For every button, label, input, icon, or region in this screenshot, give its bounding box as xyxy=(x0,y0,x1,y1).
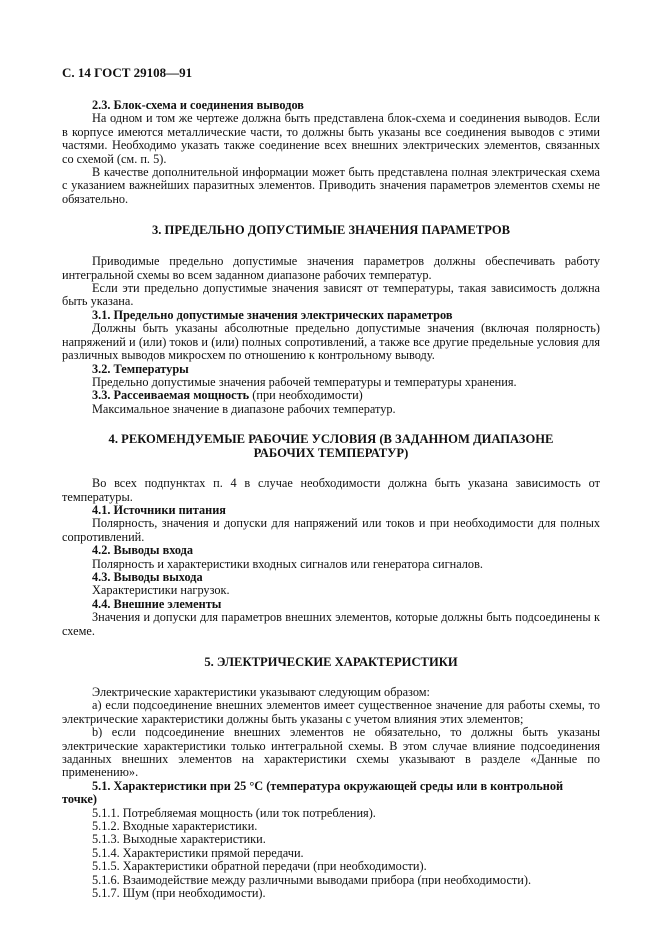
section-2-3-paragraph-2: В качестве дополнительной информации может быть представлена полная электрическая схема с указанием важнейших паразитных элементов. Приводить значения параметров элементов схемы не обязательно. xyxy=(62,165,600,206)
section-3-3-title-text: 3.3. Рассеиваемая мощность xyxy=(92,388,250,403)
section-4-2-text: Полярность и характеристики входных сигналов или генератора сигналов. xyxy=(92,556,483,571)
section-4-1-title: 4.1. Источники питания xyxy=(92,502,226,517)
section-3-1-text: Должны быть указаны абсолютные предельно допустимые значения (включая полярность) напряжений и (или) токов и (или) полных сопротивлений, а также все другие предельные условия для различных выводов микросхем по отношению к контрольному выводу. xyxy=(62,321,600,363)
section-4-3-text: Характеристики нагрузок. xyxy=(92,583,230,598)
section-3-3-title xyxy=(62,389,600,402)
page-content xyxy=(62,99,600,901)
section-3-2-title: 3.2. Температуры xyxy=(92,361,189,376)
section-3-1-title: 3.1. Предельно допустимые значения электрических параметров xyxy=(92,307,453,322)
section-2-3-title: 2.3. Блок-схема и соединения выводов xyxy=(92,98,304,112)
section-4-2-title: 4.2. Выводы входа xyxy=(92,543,194,558)
section-3-paragraph-2: Если эти предельно допустимые значения зависят от температуры, такая зависимость должна быть указана. xyxy=(62,281,600,309)
section-4-heading-line-1: 4. РЕКОМЕНДУЕМЫЕ РАБОЧИЕ УСЛОВИЯ (В ЗАДАННОМ ДИАПАЗОНЕ xyxy=(108,432,554,447)
section-5-heading: 5. ЭЛЕКТРИЧЕСКИЕ ХАРАКТЕРИСТИКИ xyxy=(204,655,458,669)
section-5-item-a: а) если подсоединение внешних элементов имеет существенное значение для работы схемы, то электрические характеристики должны быть указаны с учетом влияния этих элементов; xyxy=(62,698,600,726)
section-5-item-b: b) если подсоединение внешних элементов не обязательно, то должны быть указаны электрические характеристики только интегральной схемы. В этом случае влияние подсоединения заданных внешних элементов на характеристики схемы указывают в разделе «Данные по применению». xyxy=(62,725,600,780)
section-4-paragraph-1: Во всех подпунктах п. 4 в случае необходимости должна быть указана зависимость от температуры. xyxy=(62,476,600,504)
section-5-1-4: 5.1.4. Характеристики прямой передачи. xyxy=(92,845,304,860)
section-5-1-title: 5.1. Характеристики при 25 °С (температура окружающей среды или в контрольной точке) xyxy=(62,778,564,807)
section-5-1-7: 5.1.7. Шум (при необходимости). xyxy=(92,886,266,901)
section-3-2-text: Предельно допустимые значения рабочей температуры и температуры хранения. xyxy=(92,374,517,389)
section-3-3-note: (при необходимости) xyxy=(252,388,363,403)
section-3-heading: 3. ПРЕДЕЛЬНО ДОПУСТИМЫЕ ЗНАЧЕНИЯ ПАРАМЕТРОВ xyxy=(151,223,511,238)
section-5-1-3: 5.1.3. Выходные характеристики. xyxy=(92,832,266,847)
section-5-1-1: 5.1.1. Потребляемая мощность (или ток потребления). xyxy=(92,805,376,820)
section-5-1-6: 5.1.6. Взаимодействие между различными выводами прибора (при необходимости). xyxy=(92,872,532,887)
section-4-heading xyxy=(62,432,600,460)
section-4-heading-line-2: РАБОЧИХ ТЕМПЕРАТУР) xyxy=(253,446,409,461)
section-2-3-paragraph-1: На одном и том же чертеже должна быть представлена блок-схема и соединения выводов. Если в корпусе имеются металлические части, то должны быть указаны все соединения выводов с этими частями. Необходимо указать также соединение всех внешних электрических элементов, связанных со схемой (см. п. 5). xyxy=(62,111,600,166)
section-4-3-title: 4.3. Выводы выхода xyxy=(92,569,203,584)
section-3-paragraph-1: Приводимые предельно допустимые значения параметров должны обеспечивать работу интегральной схемы во всем заданном диапазоне рабочих температур. xyxy=(62,254,600,282)
page-header: С. 14 ГОСТ 29108—91 xyxy=(62,65,193,80)
section-4-4-text: Значения и допуски для параметров внешних элементов, которые должны быть подсоединены к схеме. xyxy=(62,610,600,638)
section-5-paragraph-1: Электрические характеристики указывают следующим образом: xyxy=(92,685,430,699)
section-4-4-title: 4.4. Внешние элементы xyxy=(92,596,222,611)
section-5-1-2: 5.1.2. Входные характеристики. xyxy=(92,819,258,834)
section-3-3-text: Максимальное значение в диапазоне рабочих температур. xyxy=(92,401,396,416)
section-4-1-text: Полярность, значения и допуски для напряжений или токов и при необходимости для полных сопротивлений. xyxy=(62,516,600,544)
section-5-1-5: 5.1.5. Характеристики обратной передачи (при необходимости). xyxy=(92,859,427,874)
